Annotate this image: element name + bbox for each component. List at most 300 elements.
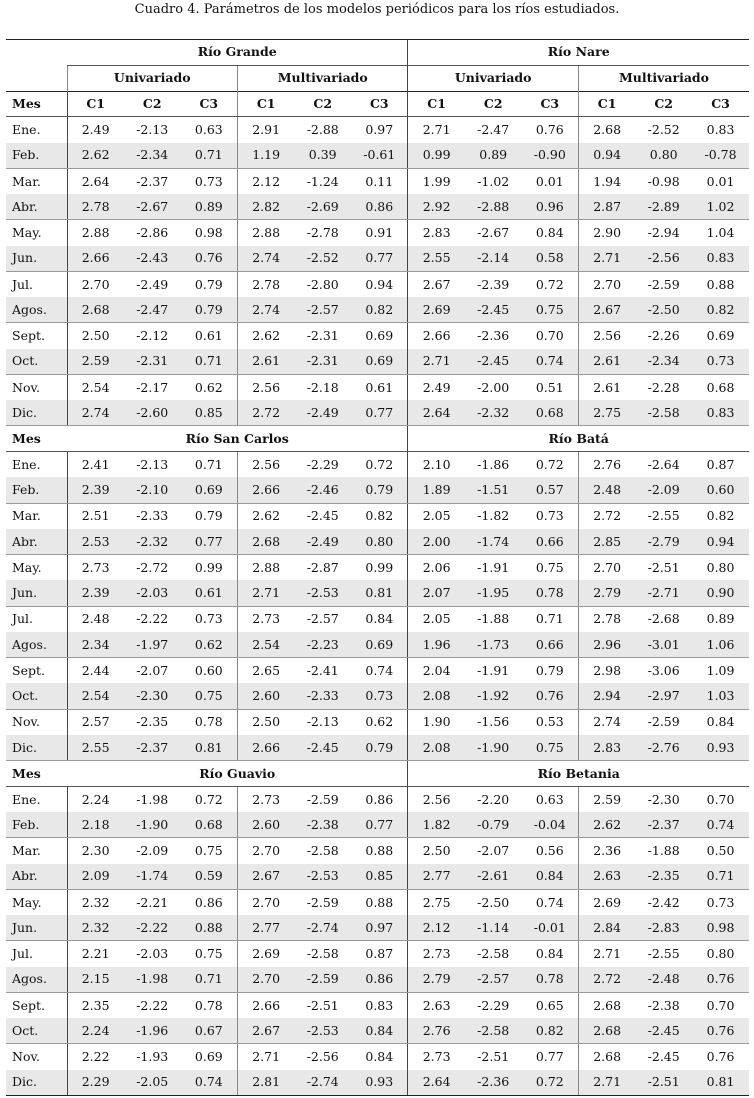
mes-header xyxy=(6,40,67,66)
value-cell: -2.41 xyxy=(306,662,339,678)
value-cell: 0.11 xyxy=(365,173,394,189)
value-cell: -0.79 xyxy=(465,812,522,838)
table-row xyxy=(6,889,749,915)
mes-header: Mes xyxy=(6,761,67,787)
value-cell: -2.45 xyxy=(635,1018,692,1044)
month-cell: Ene. xyxy=(12,791,41,807)
value-cell: 0.78 xyxy=(194,714,223,730)
month-cell: Oct. xyxy=(6,1018,67,1044)
value-cell: 0.84 xyxy=(522,864,579,890)
value-cell: -2.52 xyxy=(647,122,680,138)
value-cell: -2.22 xyxy=(124,915,181,941)
table-row xyxy=(6,1018,749,1044)
table-row xyxy=(6,297,749,323)
value-cell: 2.67 xyxy=(578,297,635,323)
value-cell: -2.36 xyxy=(477,328,510,344)
value-cell: 0.73 xyxy=(706,894,735,910)
value-cell: 0.72 xyxy=(535,276,564,292)
value-cell: 2.69 xyxy=(408,297,465,323)
value-cell: -2.09 xyxy=(136,843,169,859)
value-cell: 2.61 xyxy=(578,349,635,375)
value-cell: 0.71 xyxy=(181,143,238,169)
value-cell: 0.84 xyxy=(365,611,394,627)
value-cell: -2.56 xyxy=(635,246,692,272)
value-cell: 0.80 xyxy=(635,143,692,169)
table-row xyxy=(6,683,749,709)
value-cell: 2.32 xyxy=(67,889,124,915)
month-cell: Nov. xyxy=(12,714,41,730)
value-cell: -2.36 xyxy=(465,1070,522,1096)
river-name-right: Río Betania xyxy=(408,761,749,787)
table-row xyxy=(6,632,749,658)
value-cell: 0.75 xyxy=(535,559,564,575)
table-row xyxy=(6,194,749,220)
value-cell: -2.51 xyxy=(306,997,339,1013)
value-cell: 0.73 xyxy=(351,683,408,709)
value-cell: 1.99 xyxy=(408,168,465,194)
value-cell: 0.80 xyxy=(706,946,735,962)
value-cell: 2.66 xyxy=(237,477,294,503)
value-cell: -2.33 xyxy=(294,683,351,709)
value-cell: 2.73 xyxy=(408,1044,465,1070)
table-row xyxy=(6,941,749,967)
value-cell: -2.59 xyxy=(647,714,680,730)
value-cell: 0.73 xyxy=(194,173,223,189)
table-row xyxy=(6,1070,749,1096)
value-cell: -2.48 xyxy=(635,967,692,993)
value-cell: 2.32 xyxy=(67,915,124,941)
value-cell: -2.30 xyxy=(124,683,181,709)
value-cell: 0.79 xyxy=(351,477,408,503)
month-cell: Abr. xyxy=(6,529,67,555)
month-cell: Oct. xyxy=(6,683,67,709)
value-cell: 0.68 xyxy=(706,379,735,395)
value-cell: -2.69 xyxy=(294,194,351,220)
value-cell: -2.37 xyxy=(124,735,181,761)
value-cell: -2.47 xyxy=(477,122,510,138)
value-cell: -2.78 xyxy=(306,225,339,241)
value-cell: -2.21 xyxy=(136,894,169,910)
value-cell: -2.49 xyxy=(294,529,351,555)
value-cell: -0.01 xyxy=(522,915,579,941)
value-cell: 0.01 xyxy=(706,173,735,189)
value-cell: 2.62 xyxy=(237,503,294,529)
value-cell: 0.72 xyxy=(535,456,564,472)
value-cell: 2.60 xyxy=(237,812,294,838)
value-cell: 2.68 xyxy=(237,529,294,555)
month-cell: Nov. xyxy=(12,1049,41,1065)
value-cell: -2.33 xyxy=(136,508,169,524)
value-cell: 0.70 xyxy=(535,328,564,344)
value-cell: 0.68 xyxy=(181,812,238,838)
value-cell: 2.69 xyxy=(237,941,294,967)
value-cell: 2.77 xyxy=(237,915,294,941)
table-row xyxy=(6,117,749,143)
value-cell: 0.77 xyxy=(351,812,408,838)
value-cell: 0.84 xyxy=(706,714,735,730)
value-cell: 2.48 xyxy=(578,477,635,503)
table-caption: Cuadro 4. Parámetros de los modelos periódicos para los ríos estudiados. xyxy=(134,2,620,17)
value-cell: 0.51 xyxy=(535,379,564,395)
value-cell: 2.30 xyxy=(67,838,124,864)
value-cell: -2.60 xyxy=(124,400,181,426)
value-cell: -2.39 xyxy=(477,276,510,292)
value-cell: -2.53 xyxy=(294,1018,351,1044)
value-cell: -2.68 xyxy=(647,611,680,627)
value-cell: 0.79 xyxy=(194,276,223,292)
value-cell: -2.50 xyxy=(635,297,692,323)
value-cell: 0.80 xyxy=(706,559,735,575)
month-cell: Feb. xyxy=(6,477,67,503)
value-cell: -2.45 xyxy=(465,349,522,375)
value-cell: 2.88 xyxy=(67,220,124,246)
value-cell: 0.74 xyxy=(522,349,579,375)
value-cell: 2.24 xyxy=(67,1018,124,1044)
value-cell: 0.93 xyxy=(692,735,749,761)
value-cell: 2.75 xyxy=(408,889,465,915)
value-cell: 0.65 xyxy=(535,997,564,1013)
parameters-table xyxy=(6,39,749,1096)
value-cell: 2.84 xyxy=(578,915,635,941)
value-cell: -2.31 xyxy=(306,328,339,344)
value-cell: 2.70 xyxy=(67,271,124,297)
value-cell: 2.61 xyxy=(578,374,635,400)
value-cell: 0.82 xyxy=(365,508,394,524)
value-cell: 0.62 xyxy=(181,632,238,658)
value-cell: -2.58 xyxy=(635,400,692,426)
value-cell: -2.29 xyxy=(477,997,510,1013)
value-cell: -2.13 xyxy=(136,122,169,138)
value-cell: 2.76 xyxy=(578,452,635,478)
value-cell: -2.80 xyxy=(306,276,339,292)
table-row xyxy=(6,1044,749,1070)
value-cell: 0.97 xyxy=(351,915,408,941)
value-cell: 0.73 xyxy=(194,611,223,627)
value-cell: 0.76 xyxy=(181,246,238,272)
value-cell: -2.45 xyxy=(306,508,339,524)
column-header: C2 xyxy=(465,91,522,117)
value-cell: 2.82 xyxy=(237,194,294,220)
value-cell: 2.79 xyxy=(408,967,465,993)
value-cell: 2.07 xyxy=(408,580,465,606)
value-cell: 1.89 xyxy=(408,477,465,503)
value-cell: -2.74 xyxy=(294,915,351,941)
value-cell: 0.74 xyxy=(365,662,394,678)
value-cell: 2.71 xyxy=(408,117,465,143)
mes-header: Mes xyxy=(6,91,67,117)
value-cell: 2.00 xyxy=(408,529,465,555)
value-cell: -1.86 xyxy=(477,456,510,472)
value-cell: 0.60 xyxy=(692,477,749,503)
value-cell: 2.54 xyxy=(67,374,124,400)
value-cell: 0.74 xyxy=(692,812,749,838)
column-header-row xyxy=(6,91,749,117)
table-row xyxy=(6,323,749,349)
value-cell: 2.61 xyxy=(237,349,294,375)
value-cell: 0.75 xyxy=(522,735,579,761)
model-header-univariado: Univariado xyxy=(67,65,237,91)
value-cell: -2.51 xyxy=(635,1070,692,1096)
value-cell: -2.14 xyxy=(465,246,522,272)
value-cell: -1.14 xyxy=(465,915,522,941)
value-cell: 0.68 xyxy=(522,400,579,426)
table-row xyxy=(6,271,749,297)
value-cell: 2.71 xyxy=(237,1044,294,1070)
value-cell: -2.76 xyxy=(635,735,692,761)
value-cell: 0.61 xyxy=(181,580,238,606)
value-cell: 2.66 xyxy=(237,735,294,761)
month-cell: Dic. xyxy=(6,735,67,761)
value-cell: 2.78 xyxy=(237,271,294,297)
value-cell: -1.74 xyxy=(465,529,522,555)
value-cell: 2.56 xyxy=(408,786,465,812)
value-cell: 0.58 xyxy=(522,246,579,272)
value-cell: 1.96 xyxy=(408,632,465,658)
value-cell: 0.84 xyxy=(351,1018,408,1044)
value-cell: 0.89 xyxy=(706,611,735,627)
value-cell: 0.61 xyxy=(194,328,223,344)
value-cell: 2.72 xyxy=(578,503,635,529)
month-cell: Mar. xyxy=(12,508,41,524)
value-cell: 0.88 xyxy=(365,843,394,859)
value-cell: 2.12 xyxy=(237,168,294,194)
column-header: C2 xyxy=(124,91,181,117)
value-cell: 2.49 xyxy=(408,374,465,400)
month-cell: Jun. xyxy=(6,580,67,606)
value-cell: -2.17 xyxy=(136,379,169,395)
month-cell: Agos. xyxy=(6,967,67,993)
month-cell: Jun. xyxy=(6,915,67,941)
value-cell: -2.55 xyxy=(647,946,680,962)
value-cell: -2.28 xyxy=(647,379,680,395)
value-cell: 2.53 xyxy=(67,529,124,555)
value-cell: 0.83 xyxy=(692,400,749,426)
value-cell: 2.73 xyxy=(237,606,294,632)
value-cell: 2.74 xyxy=(237,246,294,272)
value-cell: 2.74 xyxy=(67,400,124,426)
value-cell: -2.55 xyxy=(647,508,680,524)
value-cell: 0.62 xyxy=(365,714,394,730)
river-name-left: Río Guavio xyxy=(67,761,408,787)
value-cell: -2.45 xyxy=(647,1049,680,1065)
value-cell: 0.79 xyxy=(194,508,223,524)
table-row xyxy=(6,992,749,1018)
value-cell: -2.35 xyxy=(136,714,169,730)
value-cell: 2.68 xyxy=(578,1044,635,1070)
month-cell: Agos. xyxy=(6,297,67,323)
value-cell: 2.69 xyxy=(578,889,635,915)
value-cell: 0.93 xyxy=(351,1070,408,1096)
value-cell: 1.82 xyxy=(408,812,465,838)
value-cell: 0.91 xyxy=(365,225,394,241)
value-cell: -1.02 xyxy=(477,173,510,189)
value-cell: -2.58 xyxy=(465,1018,522,1044)
value-cell: -2.45 xyxy=(465,297,522,323)
value-cell: -2.87 xyxy=(306,559,339,575)
table-row xyxy=(6,735,749,761)
value-cell: -2.43 xyxy=(124,246,181,272)
table-row xyxy=(6,452,749,478)
river-header-row xyxy=(6,40,749,66)
value-cell: -2.67 xyxy=(124,194,181,220)
value-cell: 2.44 xyxy=(67,658,124,684)
column-header: C3 xyxy=(351,91,408,117)
value-cell: -2.31 xyxy=(294,349,351,375)
table-row xyxy=(6,606,749,632)
month-cell: Sept. xyxy=(12,997,45,1013)
value-cell: 0.86 xyxy=(194,894,223,910)
month-cell: Mar. xyxy=(12,173,41,189)
value-cell: -2.56 xyxy=(306,1049,339,1065)
table-row xyxy=(6,168,749,194)
value-cell: -2.58 xyxy=(306,843,339,859)
value-cell: -2.59 xyxy=(647,276,680,292)
month-cell: Sept. xyxy=(12,328,45,344)
value-cell: 2.24 xyxy=(67,786,124,812)
value-cell: -2.31 xyxy=(124,349,181,375)
value-cell: -2.18 xyxy=(306,379,339,395)
value-cell: 2.64 xyxy=(408,1070,465,1096)
value-cell: -2.47 xyxy=(124,297,181,323)
value-cell: 2.63 xyxy=(578,864,635,890)
value-cell: 0.79 xyxy=(351,735,408,761)
value-cell: -0.78 xyxy=(692,143,749,169)
value-cell: -2.46 xyxy=(294,477,351,503)
month-cell: Nov. xyxy=(12,379,41,395)
value-cell: 2.50 xyxy=(237,709,294,735)
value-cell: -2.22 xyxy=(136,997,169,1013)
table-row xyxy=(6,658,749,684)
column-header: C3 xyxy=(692,91,749,117)
value-cell: 0.76 xyxy=(692,967,749,993)
value-cell: 2.08 xyxy=(408,735,465,761)
value-cell: 2.15 xyxy=(67,967,124,993)
value-cell: 2.12 xyxy=(408,915,465,941)
value-cell: 0.82 xyxy=(522,1018,579,1044)
value-cell: -2.52 xyxy=(294,246,351,272)
value-cell: 2.74 xyxy=(237,297,294,323)
month-cell: Feb. xyxy=(6,812,67,838)
value-cell: 1.02 xyxy=(692,194,749,220)
value-cell: -2.57 xyxy=(294,297,351,323)
value-cell: -1.88 xyxy=(647,843,680,859)
value-cell: 0.87 xyxy=(365,946,394,962)
month-cell: May. xyxy=(12,559,42,575)
value-cell: 0.89 xyxy=(181,194,238,220)
value-cell: -2.26 xyxy=(647,328,680,344)
column-header: C1 xyxy=(408,91,465,117)
value-cell: -2.86 xyxy=(136,225,169,241)
table-row xyxy=(6,246,749,272)
value-cell: 0.79 xyxy=(535,662,564,678)
value-cell: 0.71 xyxy=(181,967,238,993)
river-name-left: Río San Carlos xyxy=(67,426,408,452)
value-cell: -2.30 xyxy=(647,791,680,807)
column-header: C3 xyxy=(522,91,579,117)
month-cell: Dic. xyxy=(6,1070,67,1096)
month-cell: Dic. xyxy=(6,400,67,426)
table-row xyxy=(6,349,749,375)
value-cell: -2.57 xyxy=(306,611,339,627)
value-cell: 2.64 xyxy=(67,168,124,194)
value-cell: 2.36 xyxy=(578,838,635,864)
value-cell: 0.98 xyxy=(194,225,223,241)
month-cell: May. xyxy=(12,225,42,241)
value-cell: 0.75 xyxy=(522,297,579,323)
value-cell: 2.48 xyxy=(67,606,124,632)
value-cell: 2.75 xyxy=(578,400,635,426)
value-cell: 2.92 xyxy=(408,194,465,220)
value-cell: 2.34 xyxy=(67,632,124,658)
value-cell: 0.81 xyxy=(181,735,238,761)
value-cell: 2.70 xyxy=(237,838,294,864)
value-cell: -1.95 xyxy=(465,580,522,606)
value-cell: 0.69 xyxy=(181,477,238,503)
value-cell: 0.56 xyxy=(535,843,564,859)
column-header: C2 xyxy=(294,91,351,117)
value-cell: 0.72 xyxy=(365,456,394,472)
value-cell: 0.83 xyxy=(706,122,735,138)
column-header: C1 xyxy=(67,91,124,117)
value-cell: 2.78 xyxy=(67,194,124,220)
value-cell: 0.57 xyxy=(522,477,579,503)
table-row xyxy=(6,838,749,864)
value-cell: 2.94 xyxy=(578,683,635,709)
value-cell: 2.70 xyxy=(578,555,635,581)
value-cell: -2.94 xyxy=(647,225,680,241)
value-cell: 2.50 xyxy=(408,838,465,864)
value-cell: 0.81 xyxy=(692,1070,749,1096)
value-cell: 2.67 xyxy=(237,864,294,890)
value-cell: 0.78 xyxy=(522,580,579,606)
table-row xyxy=(6,503,749,529)
value-cell: 0.82 xyxy=(692,297,749,323)
value-cell: 2.71 xyxy=(237,580,294,606)
value-cell: 0.70 xyxy=(706,997,735,1013)
value-cell: 2.70 xyxy=(237,889,294,915)
value-cell: 0.84 xyxy=(365,1049,394,1065)
value-cell: 2.91 xyxy=(237,117,294,143)
value-cell: -2.13 xyxy=(306,714,339,730)
value-cell: 2.35 xyxy=(67,992,124,1018)
value-cell: 2.74 xyxy=(578,709,635,735)
column-header: C3 xyxy=(181,91,238,117)
value-cell: -2.07 xyxy=(477,843,510,859)
value-cell: 2.55 xyxy=(67,735,124,761)
value-cell: 0.01 xyxy=(535,173,564,189)
value-cell: 0.67 xyxy=(181,1018,238,1044)
value-cell: -2.59 xyxy=(294,967,351,993)
value-cell: 0.66 xyxy=(522,632,579,658)
value-cell: 2.83 xyxy=(408,220,465,246)
value-cell: 0.61 xyxy=(365,379,394,395)
value-cell: 2.62 xyxy=(237,323,294,349)
value-cell: 2.18 xyxy=(67,812,124,838)
value-cell: 0.99 xyxy=(365,559,394,575)
column-header: C1 xyxy=(578,91,635,117)
value-cell: 2.71 xyxy=(578,941,635,967)
value-cell: 2.73 xyxy=(237,786,294,812)
value-cell: 2.90 xyxy=(578,220,635,246)
value-cell: -1.92 xyxy=(465,683,522,709)
value-cell: -1.90 xyxy=(124,812,181,838)
value-cell: 0.63 xyxy=(535,791,564,807)
value-cell: 0.82 xyxy=(706,508,735,524)
table-row xyxy=(6,580,749,606)
value-cell: -1.98 xyxy=(136,791,169,807)
value-cell: -1.24 xyxy=(306,173,339,189)
value-cell: 2.10 xyxy=(408,452,465,478)
